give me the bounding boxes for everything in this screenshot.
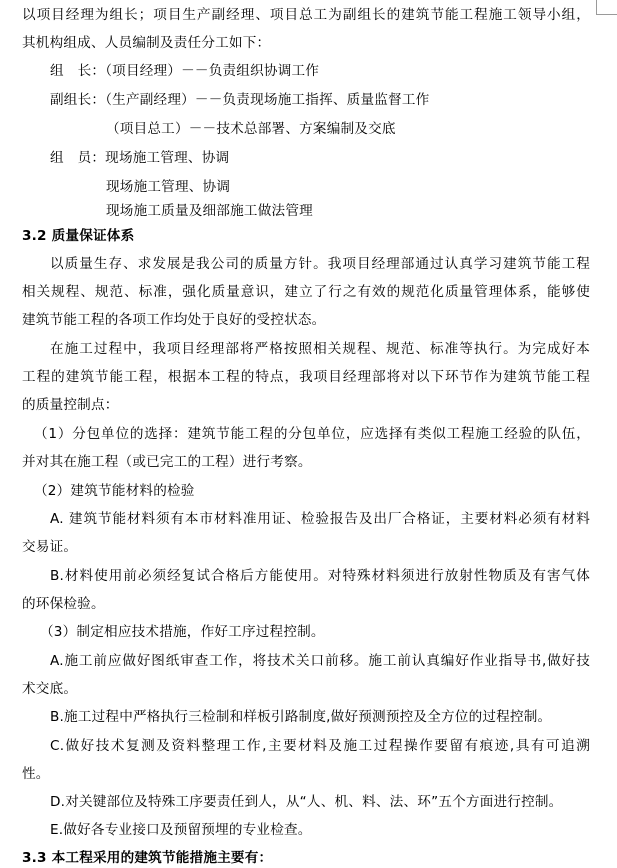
sub-item-a: A. 建筑节能材料须有本市材料准用证、检验报告及出厂合格证，主要材料必须有材料 bbox=[50, 511, 590, 527]
paragraph-line: 建筑节能工程的各项工作均处于良好的受控状态。 bbox=[22, 312, 326, 328]
paragraph-line: 交易证。 bbox=[22, 539, 78, 555]
list-item-1: （1）分包单位的选择：建筑节能工程的分包单位，应选择有类似工程施工经验的队伍， bbox=[34, 426, 590, 442]
paragraph-line: 相关规程、规范、标准，强化质量意识，建立了行之有效的规范化质量管理体系，能够使 bbox=[22, 284, 590, 300]
sub-item-a: A.施工前应做好图纸审查工作，将技术关口前移。施工前认真编好作业指导书,做好技 bbox=[50, 653, 590, 669]
sub-item-c: C.做好技术复测及资料整理工作,主要材料及施工过程操作要留有痕迹,具有可追溯 bbox=[50, 738, 590, 754]
section-heading-3-2: 3.2 质量保证体系 bbox=[22, 228, 135, 244]
sub-item-b: B.施工过程中严格执行三检制和样板引路制度,做好预测预控及全方位的过程控制。 bbox=[50, 709, 552, 725]
page-corner-mark bbox=[596, 0, 617, 15]
sub-item-b: B.材料使用前必须经复试合格后方能使用。对特殊材料须进行放射性物质及有害气体 bbox=[50, 568, 590, 584]
paragraph-line: 的质量控制点： bbox=[22, 397, 119, 413]
paragraph-line: 工程的建筑节能工程，根据本工程的特点，我项目经理部将对以下环节作为建筑节能工程 bbox=[22, 369, 590, 385]
paragraph-line: 的环保检验。 bbox=[22, 596, 105, 612]
list-item-2: （2）建筑节能材料的检验 bbox=[34, 483, 195, 499]
org-leader-line: 组 长：（项目经理）－－负责组织协调工作 bbox=[50, 63, 320, 79]
paragraph-line: 并对其在施工程（或已完工的工程）进行考察。 bbox=[22, 454, 312, 470]
paragraph-line: 其机构组成、人员编制及责任分工如下： bbox=[22, 35, 271, 51]
sub-item-e: E.做好各专业接口及预留预埋的专业检查。 bbox=[50, 822, 312, 838]
org-deputy-line: （项目总工）－－技术总部署、方案编制及交底 bbox=[106, 121, 396, 137]
list-item-3: （3）制定相应技术措施，作好工序过程控制。 bbox=[40, 624, 325, 640]
org-member-line: 现场施工质量及细部施工做法管理 bbox=[106, 203, 313, 219]
paragraph-line: 以质量生存、求发展是我公司的质量方针。我项目经理部通过认真学习建筑节能工程 bbox=[50, 256, 590, 272]
sub-item-d: D.对关键部位及特殊工序要责任到人，从“人、机、料、法、环”五个方面进行控制。 bbox=[50, 794, 563, 810]
paragraph-line: 在施工过程中，我项目经理部将严格按照相关规程、规范、标准等执行。为完成好本 bbox=[50, 341, 590, 357]
section-heading-3-3: 3.3 本工程采用的建筑节能措施主要有： bbox=[22, 850, 273, 866]
org-member-line: 组 员：现场施工管理、协调 bbox=[50, 150, 230, 166]
paragraph-line: 以项目经理为组长；项目生产副经理、项目总工为副组长的建筑节能工程施工领导小组， bbox=[22, 7, 590, 23]
org-deputy-line: 副组长：（生产副经理）－－负责现场施工指挥、质量监督工作 bbox=[50, 92, 430, 108]
paragraph-line: 性。 bbox=[22, 766, 50, 782]
org-member-line: 现场施工管理、协调 bbox=[106, 179, 231, 195]
paragraph-line: 术交底。 bbox=[22, 681, 78, 697]
